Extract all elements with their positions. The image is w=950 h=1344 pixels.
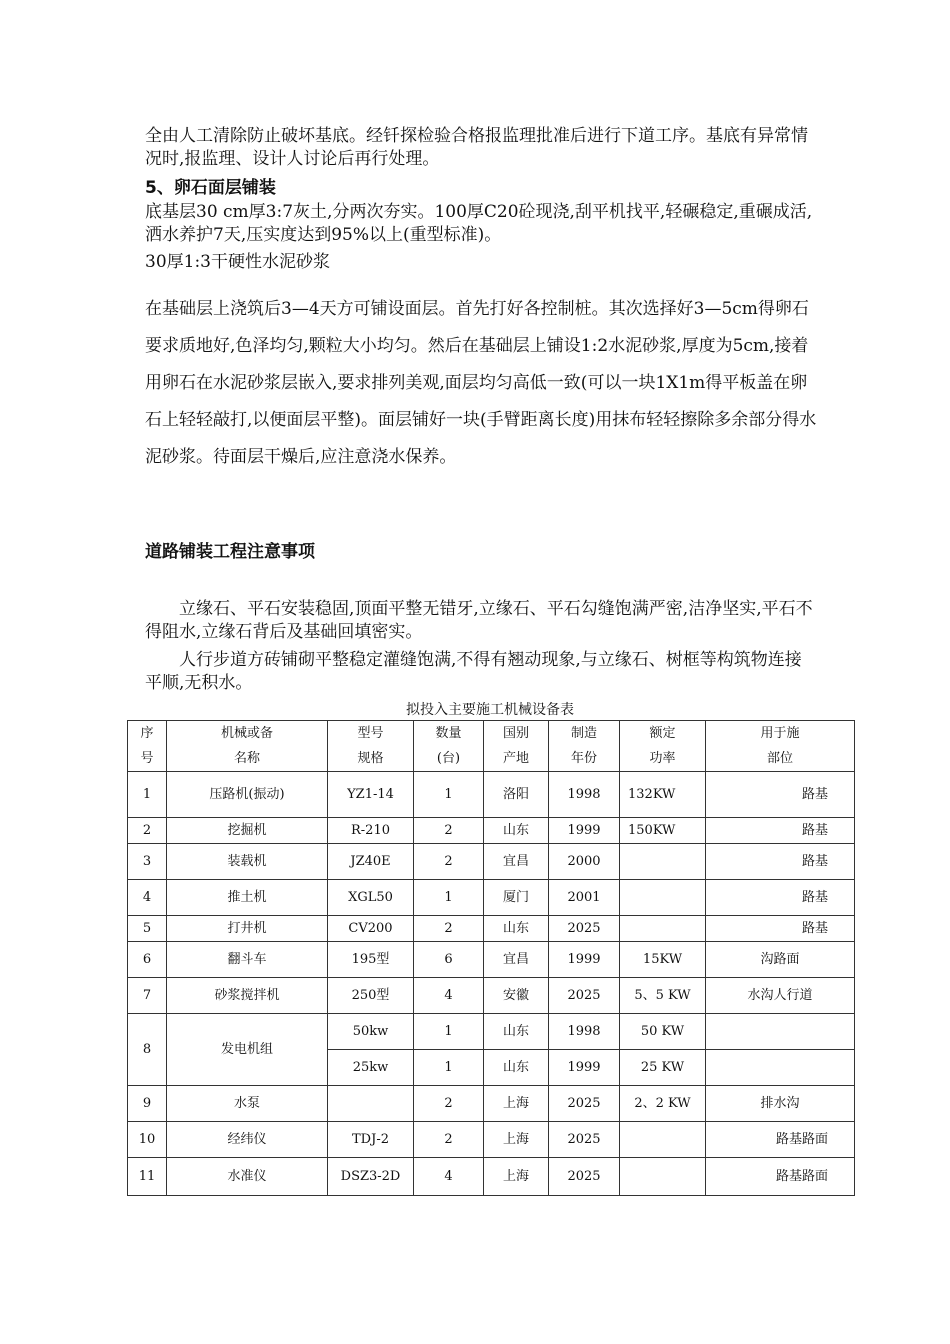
cell-power: 5、5 KW	[620, 978, 706, 1014]
cell-model: 50kw	[328, 1014, 414, 1050]
cell-origin: 山东	[484, 1050, 549, 1086]
cell-origin: 安徽	[484, 978, 549, 1014]
cell-model: 195型	[328, 942, 414, 978]
cell-qty: 1	[414, 772, 484, 818]
cell-no: 10	[128, 1122, 167, 1158]
cell-no: 8	[128, 1014, 167, 1086]
cell-use: 沟路面	[706, 942, 855, 978]
cell-power: 50 KW	[620, 1014, 706, 1050]
cell-power: 150KW	[620, 818, 706, 844]
cell-power: 132KW	[620, 772, 706, 818]
cell-model: YZ1-14	[328, 772, 414, 818]
cell-power: 2、2 KW	[620, 1086, 706, 1122]
cell-no: 2	[128, 818, 167, 844]
intro-paragraph: 全由人工清除防止破坏基底。经钎探检验合格报监理批准后进行下道工序。基底有异常情况时,报监理、设计人讨论后再行处理。	[145, 126, 808, 169]
cell-year: 1999	[549, 1050, 620, 1086]
header-cell: 制造 年份	[549, 721, 620, 772]
cell-use: 路基	[706, 772, 855, 818]
table-row	[128, 942, 855, 978]
table-row	[128, 880, 855, 916]
cell-year: 2025	[549, 916, 620, 942]
notes-heading: 道路铺装工程注意事项	[145, 542, 315, 562]
table-row	[128, 1122, 855, 1158]
cell-use: 路基	[706, 818, 855, 844]
cell-no: 4	[128, 880, 167, 916]
cell-year: 2025	[549, 1086, 620, 1122]
cell-power: 25 KW	[620, 1050, 706, 1086]
cell-model: 250型	[328, 978, 414, 1014]
cell-use	[706, 1014, 855, 1050]
cell-power	[620, 916, 706, 942]
table-row	[128, 978, 855, 1014]
cell-origin: 山东	[484, 1014, 549, 1050]
cell-model: DSZ3-2D	[328, 1158, 414, 1196]
cell-year: 2000	[549, 844, 620, 880]
cell-model: XGL50	[328, 880, 414, 916]
cell-use: 排水沟	[706, 1086, 855, 1122]
cell-model: 25kw	[328, 1050, 414, 1086]
cell-qty: 1	[414, 1050, 484, 1086]
cell-name: 推土机	[167, 880, 328, 916]
cell-origin: 山东	[484, 818, 549, 844]
cell-year: 1998	[549, 1014, 620, 1050]
header-cell: 序 号	[128, 721, 167, 772]
header-cell: 用于施 部位	[706, 721, 855, 772]
cell-no: 3	[128, 844, 167, 880]
table-row	[128, 844, 855, 880]
cell-name: 经纬仪	[167, 1122, 328, 1158]
cell-model	[328, 1086, 414, 1122]
cell-name: 挖掘机	[167, 818, 328, 844]
cell-power	[620, 844, 706, 880]
cell-name: 打井机	[167, 916, 328, 942]
table-row	[128, 772, 855, 818]
cell-origin: 上海	[484, 1086, 549, 1122]
base-layer-paragraph: 底基层30 cm厚3:7灰土,分两次夯实。100厚C20砼现浇,刮平机找平,轻碾稳定,重碾成活,洒水养护7天,压实度达到95%以上(重型标准)。	[145, 202, 813, 245]
cell-model: R-210	[328, 818, 414, 844]
header-cell: 额定 功率	[620, 721, 706, 772]
cell-qty: 6	[414, 942, 484, 978]
cell-use: 路基路面	[706, 1158, 855, 1196]
cell-origin: 宜昌	[484, 942, 549, 978]
cell-name: 水泵	[167, 1086, 328, 1122]
cell-use: 路基	[706, 844, 855, 880]
cell-name: 砂浆搅拌机	[167, 978, 328, 1014]
cell-qty: 1	[414, 1014, 484, 1050]
cell-use: 路基	[706, 916, 855, 942]
cell-qty: 2	[414, 818, 484, 844]
cell-qty: 2	[414, 916, 484, 942]
cell-no: 1	[128, 772, 167, 818]
cell-use: 水沟人行道	[706, 978, 855, 1014]
cell-year: 2025	[549, 1158, 620, 1196]
cell-no: 6	[128, 942, 167, 978]
cell-year: 2025	[549, 978, 620, 1014]
cell-qty: 4	[414, 978, 484, 1014]
cell-origin: 宜昌	[484, 844, 549, 880]
cell-use: 路基路面	[706, 1122, 855, 1158]
mortar-line: 30厚1:3干硬性水泥砂浆	[145, 252, 330, 272]
table-row	[128, 1158, 855, 1196]
cell-origin: 山东	[484, 916, 549, 942]
curb-note-paragraph: 立缘石、平石安装稳固,顶面平整无错牙,立缘石、平石勾缝饱满严密,洁净坚实,平石不得阻水,立缘石背后及基础回填密实。	[145, 599, 813, 642]
table-row	[128, 1014, 855, 1050]
cell-qty: 4	[414, 1158, 484, 1196]
cell-qty: 2	[414, 1086, 484, 1122]
procedure-paragraph: 在基础层上浇筑后3—4天方可铺设面层。首先打好各控制桩。其次选择好3—5cm得卵石要求质地好,色泽均匀,颗粒大小均匀。然后在基础层上铺设1:2水泥砂浆,厚度为5cm,接着用卵石在水泥砂浆层嵌入,要求排列美观,面层均匀高低一致(可以一块1X1m得平板盖在卵石上轻轻敲打,以便面层平整)。面层铺好一块(手臂距离长度)用抹布轻轻擦除多余部分得水泥砂浆。待面层干燥后,应注意浇水保养。	[145, 299, 817, 467]
cell-name: 压路机(振动)	[167, 772, 328, 818]
cell-year: 1999	[549, 818, 620, 844]
cell-name: 水准仪	[167, 1158, 328, 1196]
cell-name: 装载机	[167, 844, 328, 880]
cell-year: 2025	[549, 1122, 620, 1158]
cell-origin: 上海	[484, 1122, 549, 1158]
cell-origin: 洛阳	[484, 772, 549, 818]
equipment-table	[127, 720, 855, 1196]
cell-year: 2001	[549, 880, 620, 916]
cell-no: 7	[128, 978, 167, 1014]
cell-power	[620, 1122, 706, 1158]
cell-name: 翻斗车	[167, 942, 328, 978]
cell-name: 发电机组	[167, 1014, 328, 1086]
cell-model: CV200	[328, 916, 414, 942]
header-cell: 数量 (台)	[414, 721, 484, 772]
table-row	[128, 916, 855, 942]
cell-model: TDJ-2	[328, 1122, 414, 1158]
cell-year: 1998	[549, 772, 620, 818]
cell-qty: 2	[414, 1122, 484, 1158]
sidewalk-note-paragraph: 人行步道方砖铺砌平整稳定灌缝饱满,不得有翘动现象,与立缘石、树框等构筑物连接平顺,无积水。	[145, 650, 802, 693]
cell-qty: 2	[414, 844, 484, 880]
table-header-row	[128, 721, 855, 772]
cell-no: 11	[128, 1158, 167, 1196]
cell-origin: 上海	[484, 1158, 549, 1196]
section5-heading: 5、卵石面层铺装	[145, 178, 276, 198]
cell-power	[620, 1158, 706, 1196]
cell-year: 1999	[549, 942, 620, 978]
table-row	[128, 818, 855, 844]
table-caption: 拟投入主要施工机械设备表	[406, 702, 574, 718]
cell-no: 5	[128, 916, 167, 942]
cell-use	[706, 1050, 855, 1086]
cell-qty: 1	[414, 880, 484, 916]
header-cell: 机械或备 名称	[167, 721, 328, 772]
table-row	[128, 1086, 855, 1122]
cell-no: 9	[128, 1086, 167, 1122]
cell-origin: 厦门	[484, 880, 549, 916]
header-cell: 型号 规格	[328, 721, 414, 772]
cell-power	[620, 880, 706, 916]
cell-power: 15KW	[620, 942, 706, 978]
cell-use: 路基	[706, 880, 855, 916]
header-cell: 国别 产地	[484, 721, 549, 772]
cell-model: JZ40E	[328, 844, 414, 880]
